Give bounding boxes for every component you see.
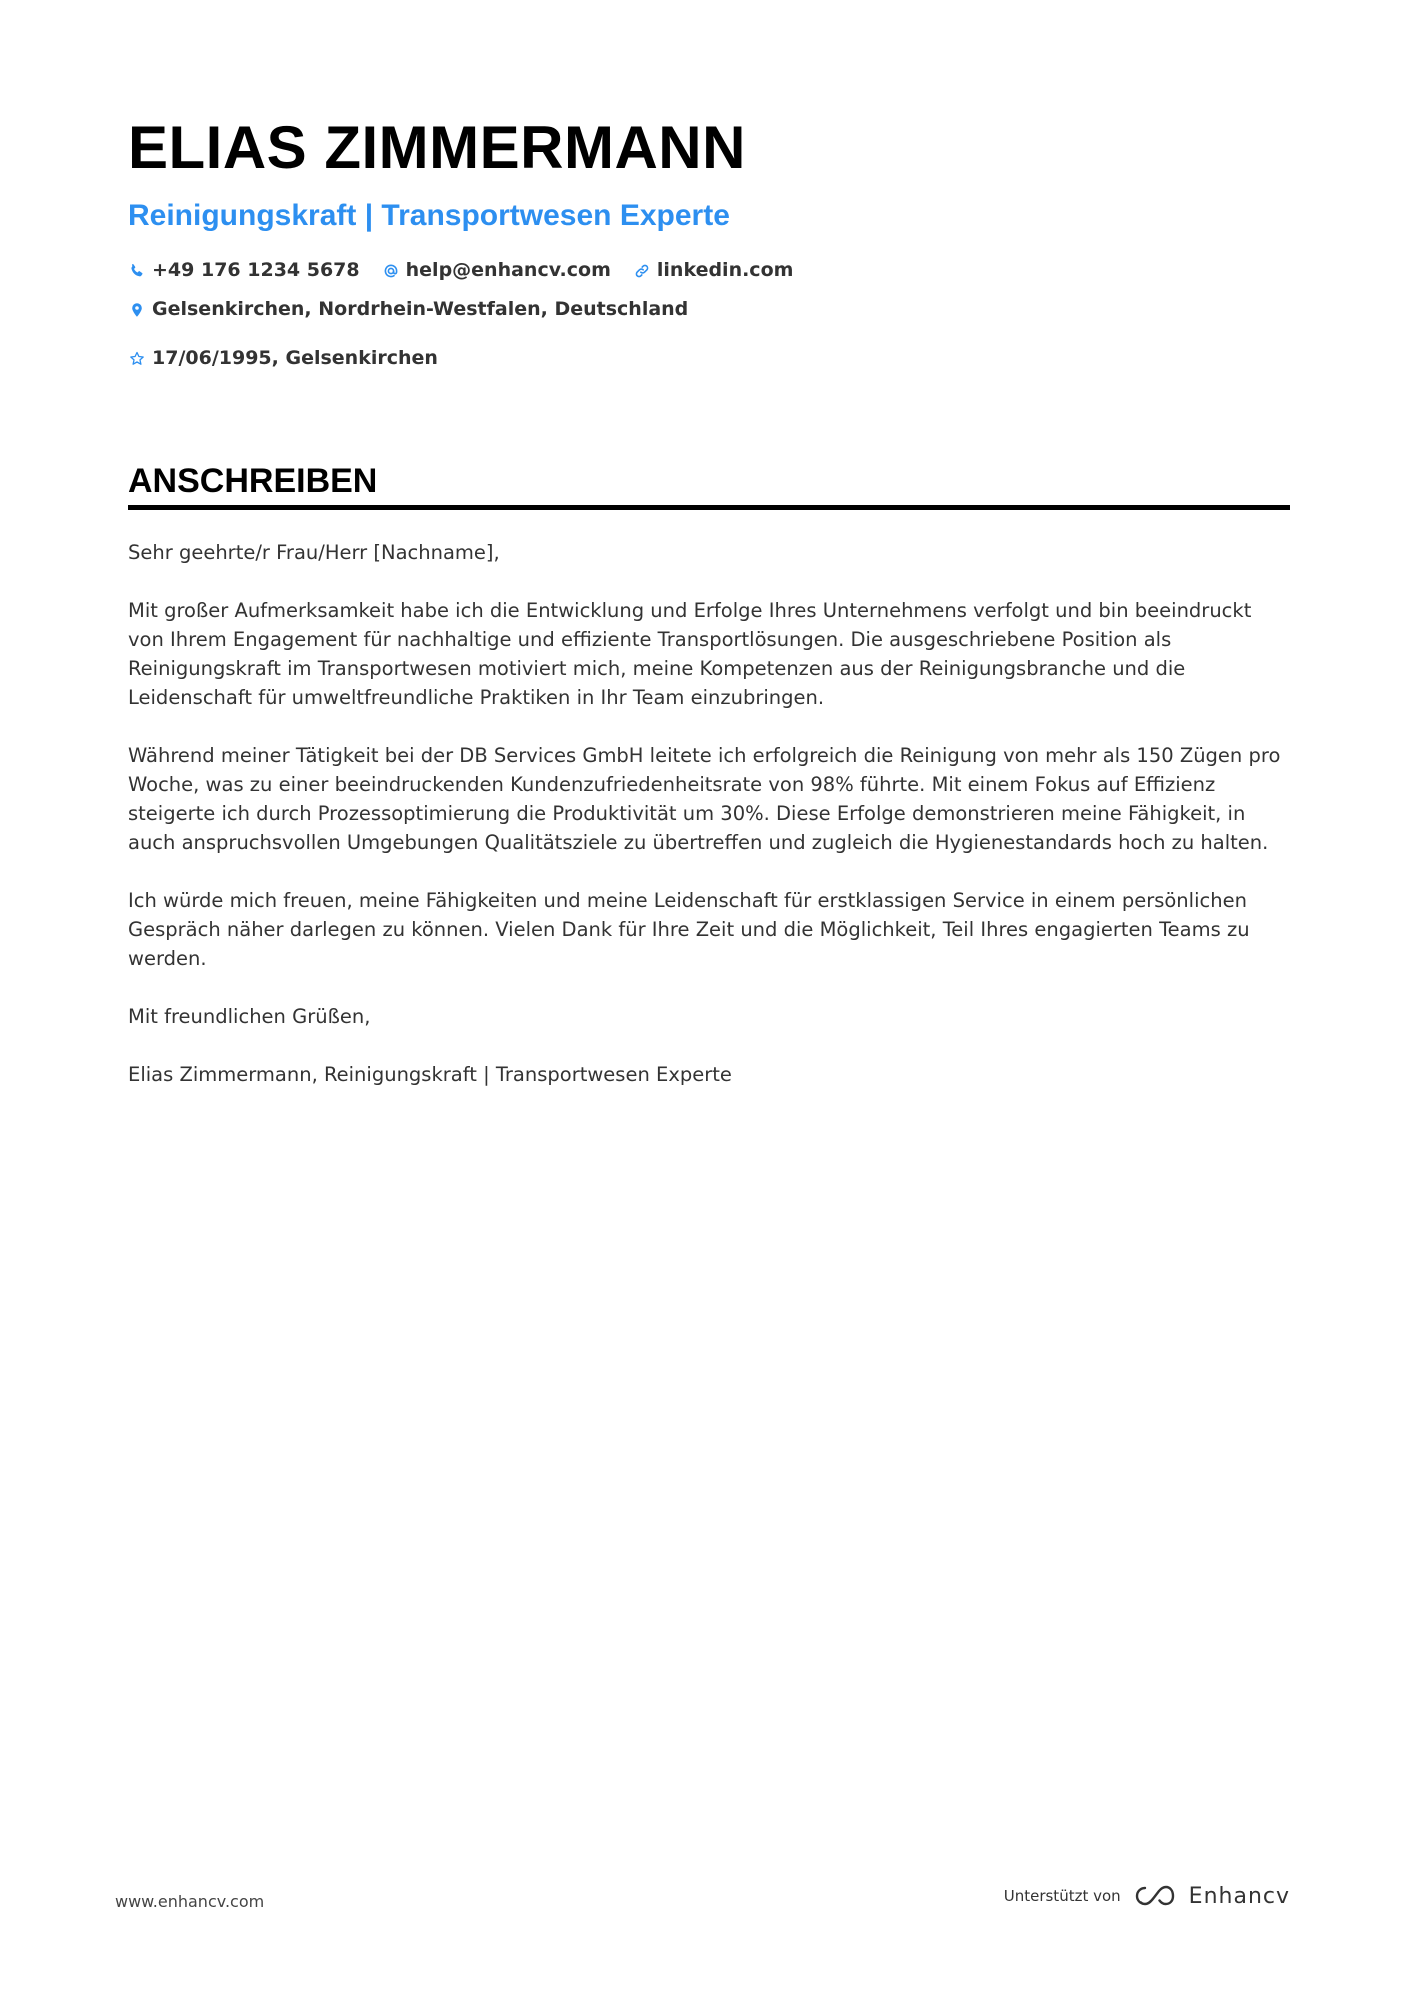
applicant-name: ELIAS ZIMMERMANN [128,114,746,181]
letter-signature: Elias Zimmermann, Reinigungskraft | Transportwesen Experte [128,1063,732,1086]
letter-closing: Mit freundlichen Grüßen, [128,1005,371,1028]
linkedin-link: linkedin.com [656,259,794,281]
letter-salutation: Sehr geehrte/r Frau/Herr [Nachname], [128,541,500,564]
letter-body [128,538,1290,1089]
letter-paragraph: Mit großer Aufmerksamkeit habe ich die Entwicklung und Erfolge Ihres Unternehmens verfolgt und bin beeindruckt von Ihrem Engagement für nachhaltige und effiziente Transportlösungen. Die ausgeschriebene Position als Reinigungskraft im Transportwesen motiviert mich, meine Kompetenzen aus der Reinigungsbranche und die Leidenschaft für umweltfreundliche Praktiken in Ihr Team einzubringen. [128,599,1252,709]
enhancv-logo-icon [1133,1882,1179,1910]
cover-letter-page [128,110,1290,1118]
phone-icon [128,262,146,280]
at-icon [382,262,400,280]
contact-linkedin[interactable] [633,256,794,285]
footer-website[interactable]: www.enhancv.com [115,1892,265,1911]
powered-by-label: Unterstützt von [1003,1887,1121,1905]
letter-paragraph: Ich würde mich freuen, meine Fähigkeiten und meine Leidenschaft für erstklassigen Service in einem persönlichen Gespräch näher darlegen zu können. Vielen Dank für Ihre Zeit und die Möglichkeit, Teil Ihres engagierten Teams zu werden. [128,889,1250,970]
birth-date-place: 17/06/1995, Gelsenkirchen [152,347,438,369]
applicant-title: Reinigungskraft | Transportwesen Experte [128,199,730,232]
contact-birth [128,344,438,373]
map-pin-icon [128,301,146,319]
letter-paragraph: Während meiner Tätigkeit bei der DB Services GmbH leitete ich erfolgreich die Reinigung von mehr als 150 Zügen pro Woche, was zu einer beeindruckenden Kundenzufriedenheitsrate von 98% führte. Mit einem Fokus auf Effizienz steigerte ich durch Prozessoptimierung die Produktivität um 30%. Diese Erfolge demonstrieren meine Fähigkeit, in auch anspruchsvollen Umgebungen Qualitätsziele zu übertreffen und zugleich die Hygienestandards hoch zu halten. [128,744,1281,854]
star-icon [128,350,146,368]
contact-phone[interactable] [128,256,360,285]
contact-location [128,295,688,324]
section-divider [128,505,1290,510]
location-text: Gelsenkirchen, Nordrhein-Westfalen, Deutschland [152,298,689,320]
contact-email[interactable] [382,256,611,285]
link-icon [633,262,651,280]
footer-branding[interactable] [1004,1882,1290,1910]
contact-info [128,256,1290,373]
enhancv-brand-name: Enhancv [1188,1883,1290,1909]
phone-number: +49 176 1234 5678 [152,259,360,281]
section-heading: ANSCHREIBEN [128,462,378,500]
email-address: help@enhancv.com [405,259,611,281]
